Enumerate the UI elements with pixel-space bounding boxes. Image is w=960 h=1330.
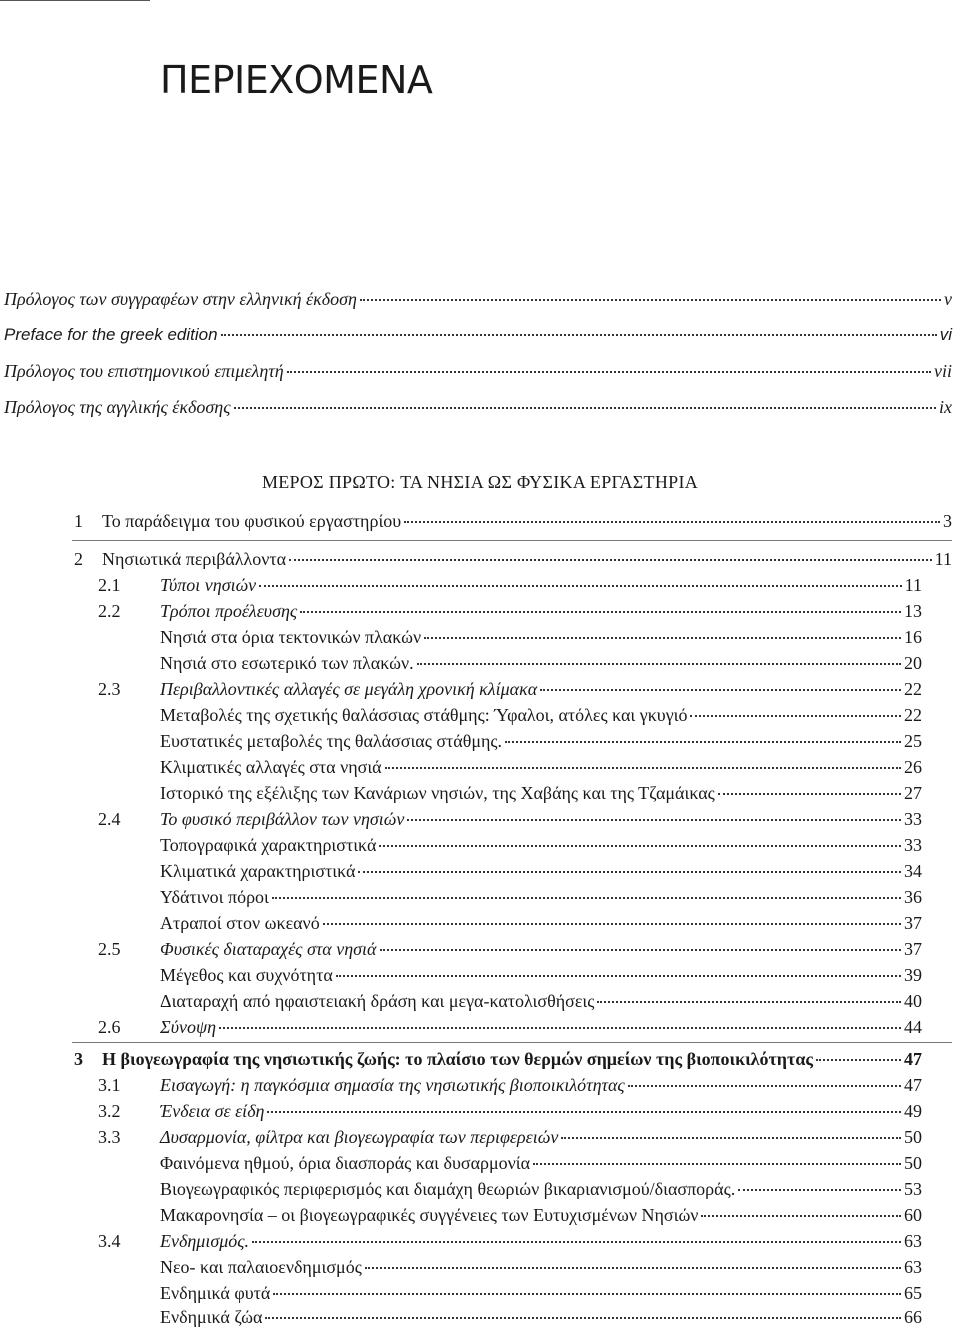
dot-leader	[505, 741, 901, 743]
section-number: 2.4	[98, 809, 121, 829]
entry-title: Ιστορικό της εξέλιξης των Κανάριων νησιών, της Χαβάης και της Τζαμάικας	[160, 783, 715, 803]
entry-page: vi	[939, 325, 952, 344]
entry-page: 25	[904, 731, 922, 751]
toc-subsection[interactable]	[160, 702, 922, 728]
dot-leader	[816, 1059, 901, 1061]
entry-page: 36	[904, 887, 922, 907]
entry-title: Τύποι νησιών	[160, 575, 257, 595]
section-number: 2.1	[98, 575, 121, 595]
dot-leader	[267, 1111, 901, 1113]
entry-page: 37	[904, 939, 922, 959]
dot-leader	[404, 521, 940, 523]
entry-page: 44	[904, 1017, 922, 1037]
entry-page: 53	[904, 1179, 922, 1199]
dot-leader	[380, 949, 901, 951]
divider	[72, 540, 952, 541]
dot-leader	[385, 767, 901, 769]
entry-page: 47	[904, 1075, 922, 1095]
entry-page: 60	[904, 1205, 922, 1225]
entry-title: Ενδημικά ζώα	[160, 1307, 263, 1327]
toc-chapter[interactable]	[74, 508, 952, 534]
entry-page: 66	[904, 1307, 922, 1327]
entry-title: Το παράδειγμα του φυσικού εργαστηρίου	[102, 511, 402, 531]
dot-leader	[738, 1189, 901, 1191]
entry-title: Πρόλογος του επιστημονικού επιμελητή	[4, 361, 284, 381]
dot-leader	[597, 1001, 901, 1003]
dot-leader	[272, 897, 901, 899]
entry-page: 16	[904, 627, 922, 647]
page-title: ΠΕΡΙΕΧΟΜΕΝΑ	[160, 58, 433, 102]
toc-subsection[interactable]	[160, 962, 922, 988]
toc-section[interactable]	[98, 1228, 922, 1254]
entry-page: 47	[904, 1049, 922, 1069]
entry-title: Μακαρονησία – οι βιογεωγραφικές συγγένειες των Ευτυχισμένων Νησιών	[160, 1205, 699, 1225]
entry-page: 40	[904, 991, 922, 1011]
entry-title: Υδάτινοι πόροι	[160, 887, 269, 907]
toc-entry-front[interactable]	[4, 394, 952, 420]
dot-leader	[323, 923, 901, 925]
entry-page: 63	[904, 1257, 922, 1277]
divider	[72, 1042, 952, 1043]
dot-leader	[360, 299, 941, 301]
chapter-number: 2	[74, 549, 83, 569]
dot-leader	[533, 1163, 901, 1165]
toc-subsection[interactable]	[160, 832, 922, 858]
dot-leader	[365, 1267, 901, 1269]
section-number: 2.6	[98, 1017, 121, 1037]
entry-title: Ενδημισμός.	[160, 1231, 250, 1251]
dot-leader	[265, 1317, 901, 1319]
entry-title: Η βιογεωγραφία της νησιωτικής ζωής: το πλαίσιο των θερμών σημείων της βιοποικιλότητας	[102, 1049, 813, 1069]
entry-title: Κλιματικές αλλαγές στα νησιά	[160, 757, 382, 777]
entry-title: Μέγεθος και συχνότητα	[160, 965, 333, 985]
dot-leader	[234, 407, 936, 409]
entry-page: 33	[904, 835, 922, 855]
entry-title: Ευστατικές μεταβολές της θαλάσσιας στάθμης.	[160, 731, 503, 751]
dot-leader	[561, 1137, 901, 1139]
section-number: 3.1	[98, 1075, 121, 1095]
entry-title: Τοπογραφικά χαρακτηριστικά	[160, 835, 377, 855]
dot-leader	[690, 715, 901, 717]
toc-chapter[interactable]	[74, 1046, 922, 1072]
entry-page: 50	[904, 1127, 922, 1147]
toc-section[interactable]	[98, 1124, 922, 1150]
toc-subsection[interactable]	[160, 988, 922, 1014]
entry-title: Νησιωτικά περιβάλλοντα	[102, 549, 287, 569]
toc-section[interactable]	[98, 806, 922, 832]
entry-page: 50	[904, 1153, 922, 1173]
dot-leader	[540, 689, 901, 691]
dot-leader	[259, 585, 902, 587]
toc-subsection[interactable]	[160, 754, 922, 780]
entry-page: 3	[943, 511, 952, 531]
toc-section[interactable]	[98, 1098, 922, 1124]
toc-subsection[interactable]	[160, 1176, 922, 1202]
entry-title: Σύνοψη	[160, 1017, 217, 1037]
entry-title: Κλιματικά χαρακτηριστικά	[160, 861, 356, 881]
toc-section[interactable]	[98, 1014, 922, 1040]
entry-page: 13	[904, 601, 922, 621]
toc-section[interactable]	[98, 572, 922, 598]
dot-leader	[701, 1215, 901, 1217]
entry-title: Ένδεια σε είδη	[160, 1101, 265, 1121]
entry-page: ix	[939, 397, 952, 417]
part-heading: ΜΕΡΟΣ ΠΡΩΤΟ: ΤΑ ΝΗΣΙΑ ΩΣ ΦΥΣΙΚΑ ΕΡΓΑΣΤΗΡΙΑ	[261, 472, 699, 492]
toc-subsection[interactable]	[160, 884, 922, 910]
dot-leader	[407, 819, 901, 821]
entry-title: Διαταραχή από ηφαιστειακή δράση και μεγα-κατολισθήσεις	[160, 991, 595, 1011]
entry-page: 26	[904, 757, 922, 777]
toc-entry-front[interactable]	[4, 322, 952, 348]
entry-page: 65	[904, 1283, 922, 1303]
dot-leader	[628, 1085, 901, 1087]
toc-subsection[interactable]	[160, 1202, 922, 1228]
toc-chapter[interactable]	[74, 546, 952, 572]
entry-page: 22	[904, 705, 922, 725]
entry-title: Τρόποι προέλευσης	[160, 601, 298, 621]
entry-title: Περιβαλλοντικές αλλαγές σε μεγάλη χρονική κλίμακα	[160, 679, 538, 699]
toc-subsection[interactable]	[160, 1150, 922, 1176]
section-number: 2.3	[98, 679, 121, 699]
dot-leader	[300, 611, 901, 613]
chapter-number: 1	[74, 511, 83, 531]
entry-page: 63	[904, 1231, 922, 1251]
entry-page: 34	[904, 861, 922, 881]
section-number: 3.4	[98, 1231, 121, 1251]
toc-subsection[interactable]	[160, 624, 922, 650]
dot-leader	[287, 371, 931, 373]
entry-title: Δυσαρμονία, φίλτρα και βιογεωγραφία των περιφερειών	[160, 1127, 559, 1147]
entry-title: Φαινόμενα ηθμού, όρια διασποράς και δυσαρμονία	[160, 1153, 531, 1173]
toc-entry-front[interactable]	[4, 286, 952, 312]
entry-title: Βιογεωγραφικός περιφερισμός και διαμάχη θεωριών βικαριανισμού/διασποράς.	[160, 1179, 736, 1199]
section-number: 3.3	[98, 1127, 121, 1147]
toc-subsection[interactable]	[160, 728, 922, 754]
entry-page: 49	[904, 1101, 922, 1121]
toc-section[interactable]	[98, 1072, 922, 1098]
toc-section[interactable]	[98, 598, 922, 624]
dot-leader	[252, 1241, 901, 1243]
chapter-number: 3	[74, 1049, 83, 1069]
entry-title: Εισαγωγή: η παγκόσμια σημασία της νησιωτικής βιοποικιλότητας	[160, 1075, 625, 1095]
toc-subsection[interactable]	[160, 910, 922, 936]
dot-leader	[219, 1027, 901, 1029]
section-number: 3.2	[98, 1101, 121, 1121]
entry-title: Πρόλογος των συγγραφέων στην ελληνική έκδοση	[4, 289, 357, 309]
entry-title: Ατραποί στον ωκεανό	[160, 913, 320, 933]
dot-leader	[273, 1293, 901, 1295]
entry-title: Νησιά στα όρια τεκτονικών πλακών	[160, 627, 422, 647]
toc-section[interactable]	[98, 676, 922, 702]
entry-page: 33	[904, 809, 922, 829]
entry-page: 20	[904, 653, 922, 673]
entry-page: 27	[904, 783, 922, 803]
dot-leader	[424, 637, 901, 639]
entry-page: 37	[904, 913, 922, 933]
entry-title: Φυσικές διαταραχές στα νησιά	[160, 939, 377, 959]
entry-title: Ενδημικά φυτά	[160, 1283, 271, 1303]
toc-subsection[interactable]	[160, 780, 922, 806]
entry-title: Το φυσικό περιβάλλον των νησιών	[160, 809, 405, 829]
dot-leader	[221, 334, 937, 336]
toc-entry-front[interactable]	[4, 358, 952, 384]
entry-title: Νεο- και παλαιοενδημισμός	[160, 1257, 362, 1277]
entry-title: Νησιά στο εσωτερικό των πλακών.	[160, 653, 414, 673]
toc-section[interactable]	[98, 936, 922, 962]
entry-page: vii	[934, 361, 952, 381]
entry-title: Preface for the greek edition	[4, 325, 218, 344]
section-number: 2.5	[98, 939, 121, 959]
entry-page: 11	[934, 549, 952, 569]
toc-subsection[interactable]	[160, 858, 922, 884]
dot-leader	[379, 845, 901, 847]
toc-subsection[interactable]	[160, 1304, 922, 1330]
toc-subsection[interactable]	[160, 1254, 922, 1280]
entry-title: Μεταβολές της σχετικής θαλάσσιας στάθμης: Ύφαλοι, ατόλες και γκυγιό	[160, 705, 688, 725]
dot-leader	[336, 975, 901, 977]
dot-leader	[417, 663, 901, 665]
entry-page: 22	[904, 679, 922, 699]
dot-leader	[289, 559, 932, 561]
toc-subsection[interactable]	[160, 1280, 922, 1306]
entry-page: 11	[904, 575, 922, 595]
entry-page: v	[944, 289, 952, 309]
toc-subsection[interactable]	[160, 650, 922, 676]
section-number: 2.2	[98, 601, 121, 621]
dot-leader	[358, 871, 901, 873]
dot-leader	[718, 793, 901, 795]
entry-page: 39	[904, 965, 922, 985]
entry-title: Πρόλογος της αγγλικής έκδοσης	[4, 397, 231, 417]
